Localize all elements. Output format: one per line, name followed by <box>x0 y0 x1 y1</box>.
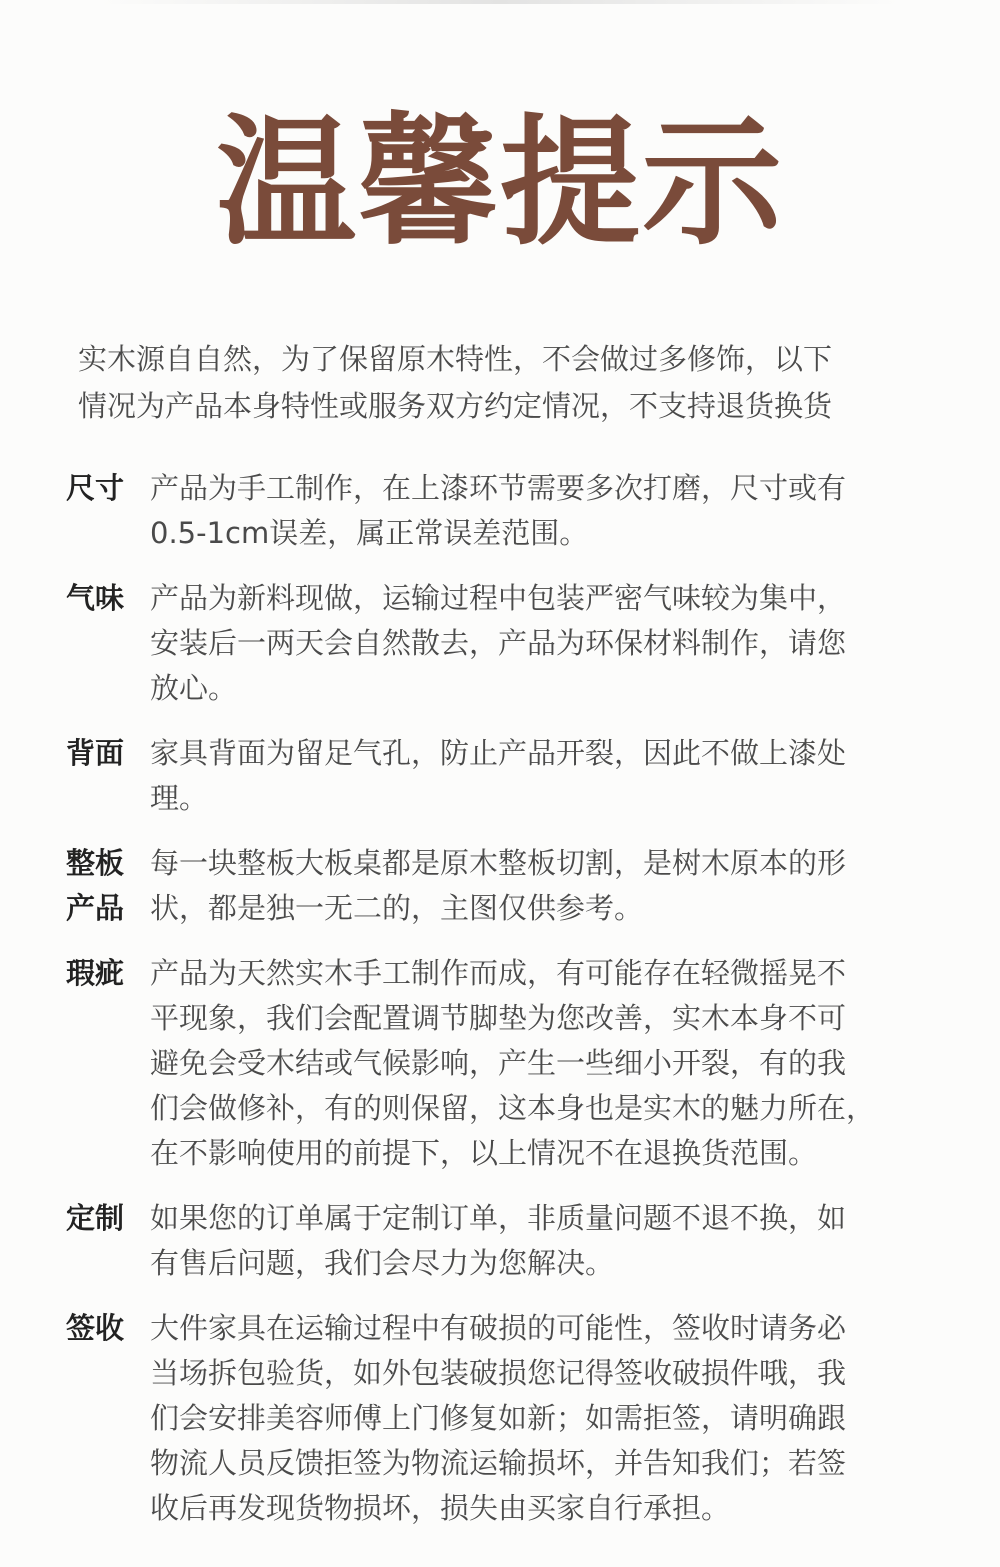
note-label: 瑕疵 <box>66 956 125 990</box>
note-body: 家具背面为留足气孔，防止产品开裂，因此不做上漆处 理。 <box>150 736 847 815</box>
note-slab-product <box>66 841 946 931</box>
note-label: 尺寸 <box>66 471 125 505</box>
note-delivery <box>66 1306 946 1531</box>
note-body: 产品为天然实木手工制作而成，有可能存在轻微摇晃不 平现象，我们会配置调节脚垫为您改善，实木本身不可 避免会受木结或气候影响，产生一些细小开裂，有的我 们会做修补，有的则保留，这本身也是实木的魅力所在， 在不影响使用的前提下，以上情况不在退换货范围。 <box>150 956 876 1170</box>
intro-line: 实木源自自然，为了保留原木特性，不会做过多修饰，以下 <box>78 342 833 376</box>
note-custom <box>66 1196 946 1286</box>
note-size <box>66 466 946 556</box>
note-body: 产品为手工制作，在上漆环节需要多次打磨，尺寸或有 0.5-1cm误差，属正常误差范围。 <box>150 471 847 550</box>
note-label: 签收 <box>66 1311 125 1345</box>
notes-list <box>66 466 946 1551</box>
note-label: 整板 产品 <box>66 846 125 925</box>
intro-line: 情况为产品本身特性或服务双方约定情况，不支持退货换货 <box>78 389 833 423</box>
note-body: 如果您的订单属于定制订单，非质量问题不退不换，如 有售后问题，我们会尽力为您解决。 <box>150 1201 847 1280</box>
note-body: 大件家具在运输过程中有破损的可能性，签收时请务必 当场拆包验货，如外包装破损您记得签收破损件哦，我 们会安排美容师傅上门修复如新；如需拒签，请明确跟 物流人员反馈拒签为物流运输损坏，并告知我们；若签 收后再发现货物损坏，损失由买家自行承担。 <box>150 1311 847 1525</box>
note-back <box>66 731 946 821</box>
note-label: 背面 <box>66 736 125 770</box>
top-divider <box>100 0 900 4</box>
note-body: 产品为新料现做，运输过程中包装严密气味较为集中， 安装后一两天会自然散去，产品为环保材料制作，请您 放心。 <box>150 581 847 705</box>
intro-text <box>78 336 938 430</box>
note-smell <box>66 576 946 711</box>
note-label: 定制 <box>66 1201 125 1235</box>
note-label: 气味 <box>66 581 125 615</box>
note-flaws <box>66 951 946 1176</box>
note-body: 每一块整板大板桌都是原木整板切割，是树木原本的形 状，都是独一无二的，主图仅供参考。 <box>150 846 847 925</box>
page-title: 温馨提示 <box>215 102 784 265</box>
